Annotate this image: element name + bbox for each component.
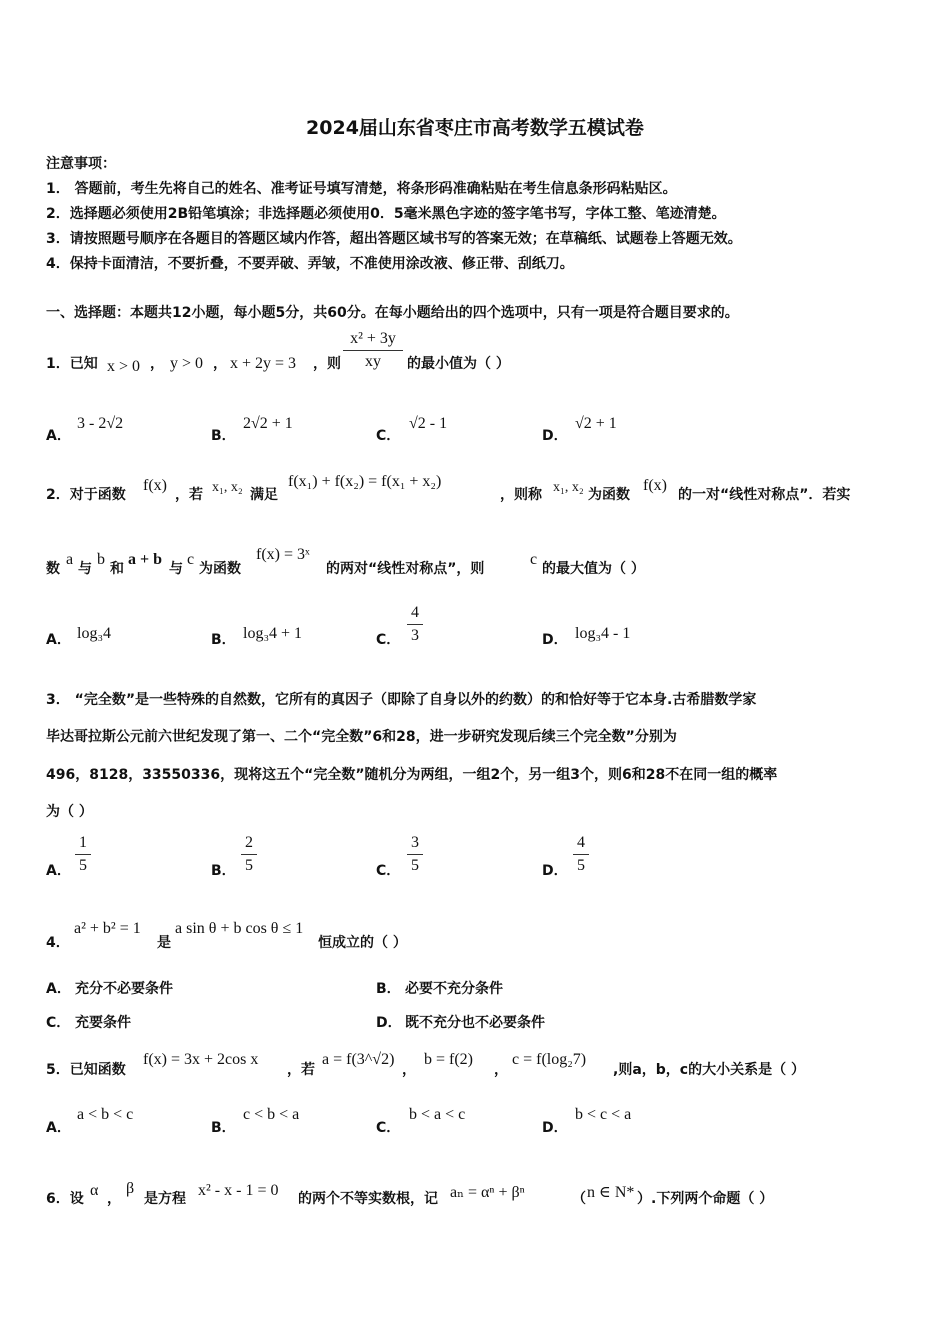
q4-number: 4． bbox=[46, 935, 70, 951]
q3-option-d-numerator: 4 bbox=[577, 834, 585, 851]
q2-option-a: log₃4 bbox=[77, 625, 112, 642]
q4-option-a: 充分不必要条件 bbox=[75, 981, 173, 997]
notice-item-4: 4．保持卡面清洁，不要折叠，不要弄破、弄皱，不准使用涂改液、修正带、刮纸刀。 bbox=[46, 256, 574, 272]
q5-option-c-label: C． bbox=[376, 1120, 401, 1136]
q3-line-3: 496，8128，33550336，现将这五个“完全数”随机分为两组，一组2个，另一组3个，则6和28不在同一组的概率 bbox=[46, 767, 778, 783]
q5-option-a: a < b < c bbox=[77, 1106, 134, 1123]
q1-math-y: y > 0 bbox=[170, 355, 204, 372]
q1-option-c-label: C． bbox=[376, 428, 401, 444]
q6-stem-text-4: （ bbox=[572, 1191, 586, 1207]
q2-line2-text-1: 数 bbox=[46, 561, 60, 577]
q4-option-d-label: D． bbox=[376, 1015, 402, 1031]
q1-stem-text-2: ，则 bbox=[313, 356, 341, 372]
q3-line-4: 为（ ） bbox=[46, 804, 93, 820]
q2-line2-text-5: 为函数 bbox=[199, 561, 241, 577]
q2-math-x1x2-b: x₁, x₂ bbox=[553, 480, 584, 495]
q3-option-c-denominator: 5 bbox=[411, 857, 419, 874]
q1-fraction-denominator: xy bbox=[365, 353, 381, 370]
q2-line2-text-2: 与 bbox=[78, 561, 92, 577]
q1-option-b-label: B． bbox=[211, 428, 236, 444]
q3-option-b-fraction bbox=[241, 833, 257, 876]
q2-stem-text: 2．对于函数 bbox=[46, 487, 126, 503]
q1-math-x: x > 0 bbox=[107, 358, 141, 375]
q5-option-d-label: D． bbox=[542, 1120, 568, 1136]
q5-stem-text-3: ,则a，b，c的大小关系是（ ） bbox=[613, 1062, 805, 1078]
q2-math-fx-b: f(x) bbox=[643, 477, 667, 494]
q5-option-b: c < b < a bbox=[243, 1106, 300, 1123]
q2-line2-text-6: 的两对“线性对称点”，则 bbox=[326, 561, 485, 577]
q2-option-b-label: B． bbox=[211, 632, 236, 648]
q3-option-a-denominator: 5 bbox=[79, 857, 87, 874]
q2-line2-text-3: 和 bbox=[110, 561, 124, 577]
q3-option-b-denominator: 5 bbox=[245, 857, 253, 874]
fraction-bar bbox=[407, 854, 423, 855]
q2-stem-text-5: 为函数 bbox=[588, 487, 630, 503]
q6-math-sequence: aₙ = αⁿ + βⁿ bbox=[450, 1184, 525, 1201]
q2-math-a-plus-b: a + b bbox=[128, 551, 163, 568]
q6-math-alpha: α bbox=[90, 1182, 99, 1199]
q5-sep-2: ， bbox=[494, 1062, 508, 1078]
q6-math-n: n ∈ N* bbox=[587, 1184, 635, 1201]
q1-option-b: 2√2 + 1 bbox=[243, 415, 293, 432]
q1-option-c: √2 - 1 bbox=[409, 415, 448, 432]
fraction-bar bbox=[75, 854, 91, 855]
q2-math-c: c bbox=[187, 551, 195, 568]
q6-math-equation: x² - x - 1 = 0 bbox=[198, 1182, 279, 1199]
notice-heading: 注意事项： bbox=[46, 156, 116, 172]
fraction-bar bbox=[241, 854, 257, 855]
q2-math-fx: f(x) bbox=[143, 477, 167, 494]
q2-math-function: f(x) = 3ˣ bbox=[256, 546, 310, 563]
q4-option-c-label: C． bbox=[46, 1015, 71, 1031]
q6-math-beta: β bbox=[126, 1180, 135, 1197]
q2-option-d: log₃4 - 1 bbox=[575, 625, 631, 642]
q2-stem-text-4: ，则称 bbox=[500, 487, 542, 503]
q6-sep-1: ， bbox=[107, 1191, 121, 1207]
q2-math-c-b: c bbox=[530, 551, 538, 568]
q3-option-a-fraction bbox=[75, 833, 91, 876]
q5-option-d: b < c < a bbox=[575, 1106, 632, 1123]
q6-stem-text-5: ）.下列两个命题（ ） bbox=[637, 1191, 774, 1207]
q6-stem-text: 6．设 bbox=[46, 1191, 84, 1207]
fraction-bar bbox=[343, 350, 403, 351]
q5-math-function: f(x) = 3x + 2cos x bbox=[143, 1051, 259, 1068]
q1-stem-text-3: 的最小值为（ ） bbox=[407, 356, 510, 372]
q2-math-a: a bbox=[66, 551, 74, 568]
q2-option-c-denominator: 3 bbox=[411, 627, 419, 644]
q1-sep-1: ， bbox=[150, 356, 164, 372]
q2-math-b: b bbox=[97, 551, 105, 568]
q2-option-d-label: D． bbox=[542, 632, 568, 648]
q1-sep-2: ， bbox=[213, 356, 227, 372]
q2-stem-text-6: 的一对“线性对称点”．若实 bbox=[678, 487, 851, 503]
q5-option-b-label: B． bbox=[211, 1120, 236, 1136]
q3-line-2: 毕达哥拉斯公元前六世纪发现了第一、二个“完全数”6和28，进一步研究发现后续三个完全数”分别为 bbox=[46, 729, 677, 745]
q2-stem-text-3: 满足 bbox=[250, 487, 278, 503]
q6-stem-text-3: 的两个不等实数根，记 bbox=[298, 1191, 438, 1207]
q4-option-b-label: B． bbox=[376, 981, 401, 997]
q1-stem-text: 1．已知 bbox=[46, 356, 98, 372]
q4-option-d: 既不充分也不必要条件 bbox=[405, 1015, 545, 1031]
q5-stem-text-2: ，若 bbox=[287, 1062, 315, 1078]
q2-math-equation: f(x₁) + f(x₂) = f(x₁ + x₂) bbox=[288, 473, 442, 490]
q2-option-c-fraction bbox=[407, 603, 423, 646]
q3-option-c-label: C． bbox=[376, 863, 401, 879]
q3-option-a-label: A． bbox=[46, 863, 71, 879]
q4-option-b: 必要不充分条件 bbox=[405, 981, 503, 997]
q2-stem-text-2: ，若 bbox=[175, 487, 203, 503]
q4-option-a-label: A． bbox=[46, 981, 71, 997]
q4-stem-text: 是 bbox=[157, 935, 171, 951]
q2-option-c-numerator: 4 bbox=[411, 604, 419, 621]
q3-option-d-fraction bbox=[573, 833, 589, 876]
notice-item-3: 3．请按照题号顺序在各题目的答题区域内作答，超出答题区域书写的答案无效；在草稿纸、试题卷上答题无效。 bbox=[46, 231, 742, 247]
q1-option-d-label: D． bbox=[542, 428, 568, 444]
q3-option-d-label: D． bbox=[542, 863, 568, 879]
q3-option-b-label: B． bbox=[211, 863, 236, 879]
q4-stem-text-2: 恒成立的（ ） bbox=[318, 935, 407, 951]
q4-math-condition: a² + b² = 1 bbox=[74, 920, 141, 937]
q2-line2-text-4: 与 bbox=[169, 561, 183, 577]
q3-line-1: 3． “完全数”是一些特殊的自然数，它所有的真因子（即除了自身以外的约数）的和恰好等于它本身.古希腊数学家 bbox=[46, 692, 757, 708]
notice-item-1: 1． 答题前，考生先将自己的姓名、准考证号填写清楚，将条形码准确粘贴在考生信息条形码粘贴区。 bbox=[46, 181, 677, 197]
q5-option-a-label: A． bbox=[46, 1120, 71, 1136]
q4-option-c: 充要条件 bbox=[75, 1015, 131, 1031]
q2-line2-text-7: 的最大值为（ ） bbox=[542, 561, 645, 577]
q5-option-c: b < a < c bbox=[409, 1106, 466, 1123]
page-title: 2024届山东省枣庄市高考数学五模试卷 bbox=[306, 117, 644, 139]
q1-option-d: √2 + 1 bbox=[575, 415, 617, 432]
q2-option-a-label: A． bbox=[46, 632, 71, 648]
q3-option-b-numerator: 2 bbox=[245, 834, 253, 851]
q5-math-b: b = f(2) bbox=[424, 1051, 474, 1068]
q1-option-a-label: A． bbox=[46, 428, 71, 444]
q3-option-c-fraction bbox=[407, 833, 423, 876]
fraction-bar bbox=[573, 854, 589, 855]
fraction-bar bbox=[407, 624, 423, 625]
q3-option-d-denominator: 5 bbox=[577, 857, 585, 874]
q6-stem-text-2: 是方程 bbox=[144, 1191, 186, 1207]
q5-math-a: a = f(3^√2) bbox=[322, 1051, 395, 1068]
q1-math-constraint: x + 2y = 3 bbox=[230, 355, 297, 372]
q3-option-c-numerator: 3 bbox=[411, 834, 419, 851]
q2-math-x1x2: x₁, x₂ bbox=[212, 480, 243, 495]
notice-item-2: 2．选择题必须使用2B铅笔填涂；非选择题必须使用0．5毫米黑色字迹的签字笔书写，字体工整、笔迹清楚。 bbox=[46, 206, 726, 222]
q1-fraction bbox=[343, 329, 403, 372]
q1-fraction-numerator: x² + 3y bbox=[350, 330, 396, 347]
q4-math-inequality: a sin θ + b cos θ ≤ 1 bbox=[175, 920, 304, 937]
q5-sep-1: ， bbox=[402, 1062, 416, 1078]
q1-option-a: 3 - 2√2 bbox=[77, 415, 124, 432]
q3-option-a-numerator: 1 bbox=[79, 834, 87, 851]
q5-stem-text: 5．已知函数 bbox=[46, 1062, 126, 1078]
q2-option-b: log₃4 + 1 bbox=[243, 625, 303, 642]
q5-math-c: c = f(log₂7) bbox=[512, 1051, 587, 1068]
q2-option-c-label: C． bbox=[376, 632, 401, 648]
section-heading: 一、选择题：本题共12小题，每小题5分，共60分。在每小题给出的四个选项中，只有一项是符合题目要求的。 bbox=[46, 305, 739, 321]
